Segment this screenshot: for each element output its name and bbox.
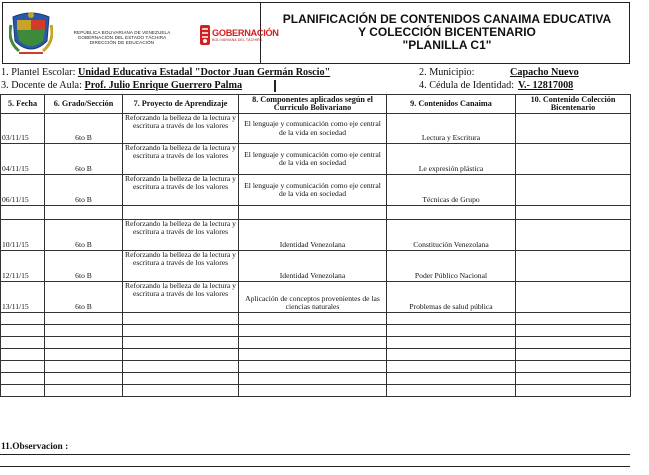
municipio-value: Capacho Nuevo [510, 67, 579, 78]
table-row-empty [1, 385, 631, 397]
cell-coleccion [516, 282, 631, 313]
table-row [1, 114, 631, 144]
cell-contenidos: Le expresión plástica [387, 144, 516, 175]
observacion-label: 11.Observacion : [1, 442, 69, 452]
cell-fecha: 10/11/15 [1, 220, 45, 251]
cell-fecha: 12/11/15 [1, 251, 45, 282]
gobernacion-title: GOBERNACIÓN [212, 28, 279, 38]
cell-grado: 6to B [45, 282, 123, 313]
cell-contenidos: Lectura y Escritura [387, 114, 516, 144]
docente-label: 3. Docente de Aula: [1, 80, 82, 91]
table-header-row [1, 95, 631, 114]
cell-grado: 6to B [45, 114, 123, 144]
table-row [1, 220, 631, 251]
planilla-title [265, 13, 629, 52]
republic-line: REPÚBLICA BOLIVARIANA DE VENEZUELA [73, 30, 171, 35]
cell-fecha: 03/11/15 [1, 114, 45, 144]
cell-proyecto: Reforzando la belleza de la lectura y escritura a través de los valores [123, 282, 239, 313]
education-line: DIRECCIÓN DE EDUCACIÓN [89, 40, 155, 46]
cell-componentes: Identidad Venezolana [239, 251, 387, 282]
header-proyecto: 7. Proyecto de Aprendizaje [123, 95, 239, 114]
plantel-field [1, 67, 330, 79]
docente-field [1, 80, 242, 92]
table-row-empty [1, 349, 631, 361]
republic-caption [58, 30, 186, 46]
cell-contenidos: Poder Público Nacional [387, 251, 516, 282]
planilla-header [2, 2, 630, 64]
table-row [1, 144, 631, 175]
table-row-empty [1, 373, 631, 385]
cell-grado: 6to B [45, 175, 123, 206]
table-row-empty [1, 206, 631, 220]
docente-value: Prof. Julio Enrique Guerrero Palma [84, 80, 243, 91]
title-line-1: PLANIFICACIÓN DE CONTENIDOS CANAIMA EDUCATIVA [282, 12, 612, 26]
header-contenidos: 9. Contenidos Canaima [387, 95, 516, 114]
cell-proyecto: Reforzando la belleza de la lectura y escritura a través de los valores [123, 175, 239, 206]
cell-componentes: Identidad Venezolana [239, 220, 387, 251]
observacion-line-2 [0, 466, 630, 467]
cell-proyecto: Reforzando la belleza de la lectura y escritura a través de los valores [123, 220, 239, 251]
table-row [1, 282, 631, 313]
header-grado: 6. Grado/Sección [45, 95, 123, 114]
cell-coleccion [516, 144, 631, 175]
cell-contenidos: Problemas de salud pública [387, 282, 516, 313]
table-row-empty [1, 325, 631, 337]
cell-componentes: El lenguaje y comunicación como eje central de la vida en sociedad [239, 144, 387, 175]
cell-componentes: El lenguaje y comunicación como eje central de la vida en sociedad [239, 114, 387, 144]
table-row [1, 251, 631, 282]
cell-proyecto: Reforzando la belleza de la lectura y escritura a través de los valores [123, 114, 239, 144]
municipio-label: 2. Municipio: [419, 67, 475, 78]
logos-panel [3, 3, 279, 63]
table-row-empty [1, 361, 631, 373]
gobernacion-emblem-icon [199, 23, 211, 47]
cell-fecha: 13/11/15 [1, 282, 45, 313]
header-coleccion: 10. Contenido Colección Bicentenario [516, 95, 631, 114]
cell-contenidos: Técnicas de Grupo [387, 175, 516, 206]
table-row-empty [1, 337, 631, 349]
gobernacion-subtitle: BOLIVARIANA DEL TÁCHIRA [212, 38, 263, 42]
cedula-label: 4. Cédula de Identidad: [419, 80, 515, 91]
cell-coleccion [516, 175, 631, 206]
header-componentes: 8. Componentes aplicados según el Curriculo Bolivariano [239, 95, 387, 114]
cell-coleccion [516, 114, 631, 144]
cell-fecha: 06/11/15 [1, 175, 45, 206]
cell-grado: 6to B [45, 251, 123, 282]
text-cursor [274, 80, 276, 92]
cell-coleccion [516, 220, 631, 251]
cell-grado: 6to B [45, 220, 123, 251]
cell-proyecto: Reforzando la belleza de la lectura y escritura a través de los valores [123, 251, 239, 282]
contenidos-table [0, 94, 631, 397]
table-row-empty [1, 313, 631, 325]
gobernacion-logo [199, 21, 279, 55]
cell-componentes: Aplicación de conceptos provenientes de las ciencias naturales [239, 282, 387, 313]
title-line-2: Y COLECCIÓN BICENTENARIO [358, 25, 536, 39]
cell-grado: 6to B [45, 144, 123, 175]
header-fecha: 5. Fecha [1, 95, 45, 114]
cell-contenidos: Constitución Venezolana [387, 220, 516, 251]
cell-componentes: El lenguaje y comunicación como eje central de la vida en sociedad [239, 175, 387, 206]
cedula-value: V.- 12817008 [518, 80, 574, 91]
governorate-line: GOBERNACIÓN DEL ESTADO TÁCHIRA [77, 35, 167, 41]
cell-fecha: 04/11/15 [1, 144, 45, 175]
cell-coleccion [516, 251, 631, 282]
title-line-3: "PLANILLA C1" [402, 38, 492, 52]
plantel-label: 1. Plantel Escolar: [1, 67, 76, 78]
coat-of-arms-icon [9, 11, 53, 57]
table-row [1, 175, 631, 206]
plantel-value: Unidad Educativa Estadal "Doctor Juan Germán Roscio" [77, 67, 331, 78]
cell-proyecto: Reforzando la belleza de la lectura y escritura a través de los valores [123, 144, 239, 175]
observacion-line-1 [0, 454, 630, 455]
